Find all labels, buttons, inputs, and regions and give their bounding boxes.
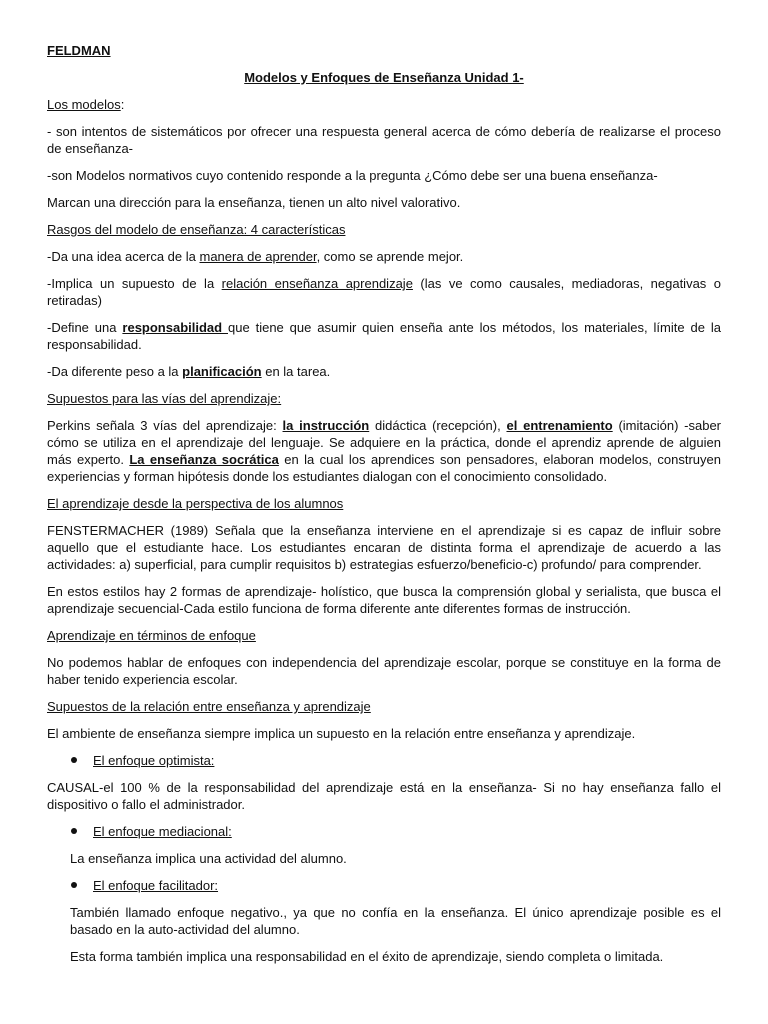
trait-3-rest: que tiene que asumir quien enseña ante los métodos, los materiales, límite de la responsabilidad.: [47, 320, 721, 352]
bullet-dot-icon: [71, 828, 77, 834]
perkins-text-g: en la cual los aprendices son pensadores, elaboran modelos, construyen experiencias y forman hipótesis donde los estudiantes dialogan con el conocimiento consolidado.: [47, 452, 721, 484]
trait-line-1: [47, 248, 721, 265]
trait-1-text: -Da una idea acerca de la: [47, 249, 200, 264]
section-heading-models: [47, 96, 721, 113]
responsibility-paragraph: Esta forma también implica una responsabilidad en el éxito de aprendizaje, siendo completa o limitada.: [70, 949, 664, 964]
fenstermacher-paragraph: FENSTERMACHER (1989) Señala que la enseñanza interviene en el aprendizaje si es capaz de influir sobre aquello que el estudiante hace. Los estudiantes encaran de distinta forma el aprendizaje de acuerdo a las actividades: a) superficial, para cumplir requisitos b) estrategias esfuerzo/beneficio-c) profundo/ para comprender.: [47, 523, 721, 572]
approach-paragraph: No podemos hablar de enfoques con independencia del aprendizaje escolar, porque se constituye en la forma de haber tenido experiencia escolar.: [47, 655, 721, 687]
trait-4-keyword: planificación: [182, 364, 262, 379]
models-paragraph-2: -son Modelos normativos cuyo contenido responde a la pregunta ¿Cómo debe ser una buena enseñanza-: [47, 168, 658, 183]
document-title: Modelos y Enfoques de Enseñanza Unidad 1-: [244, 70, 524, 85]
relation-paragraph: El ambiente de enseñanza siempre implica un supuesto en la relación entre enseñanza y aprendizaje.: [47, 726, 636, 741]
trait-1-rest: , como se aprende mejor.: [316, 249, 464, 264]
models-paragraph-1: - son intentos de sistemáticos por ofrecer una respuesta general acerca de cómo debería de realizarse el proceso de enseñanza-: [47, 124, 721, 156]
bullet-optimistic: [47, 752, 721, 769]
trait-2-keyword: relación enseñanza aprendizaje: [221, 276, 413, 291]
trait-line-3: [47, 319, 721, 353]
bullet-facilitator: [47, 877, 721, 894]
section-heading-learning-paths: Supuestos para las vías del aprendizaje:: [47, 391, 282, 406]
bullet-optimistic-label: El enfoque optimista:: [93, 753, 215, 768]
facilitator-paragraph: También llamado enfoque negativo., ya que no confía en la enseñanza. El único aprendizaje posible es el basado en la auto-actividad del alumno.: [70, 905, 721, 937]
bullet-facilitator-label: El enfoque facilitador:: [93, 878, 219, 893]
bullet-dot-icon: [71, 757, 77, 763]
perkins-keyword-socratic: La enseñanza socrática: [129, 452, 279, 467]
trait-4-rest: en la tarea.: [261, 364, 331, 379]
author-heading: FELDMAN: [47, 43, 111, 58]
perkins-paragraph: [47, 417, 721, 485]
section-heading-student-perspective: El aprendizaje desde la perspectiva de los alumnos: [47, 496, 344, 511]
section-heading-traits: Rasgos del modelo de enseñanza: 4 características: [47, 222, 346, 237]
mediational-paragraph: La enseñanza implica una actividad del alumno.: [70, 851, 347, 866]
trait-3-text: -Define una: [47, 320, 123, 335]
bullet-dot-icon: [71, 882, 77, 888]
trait-line-2: [47, 275, 721, 309]
models-heading-text: Los modelos: [47, 97, 121, 112]
bullet-mediational: [47, 823, 721, 840]
perkins-text-a: Perkins señala 3 vías del aprendizaje:: [47, 418, 283, 433]
bullet-mediational-label: El enfoque mediacional:: [93, 824, 232, 839]
perkins-text-c: didáctica (recepción),: [369, 418, 507, 433]
trait-line-4: [47, 363, 721, 380]
perkins-keyword-instruction: la instrucción: [282, 418, 370, 433]
styles-paragraph: En estos estilos hay 2 formas de aprendizaje- holístico, que busca la comprensión global y serialista, que busca el aprendizaje secuencial-Cada estilo funciona de forma diferente ante diferentes formas de instrucción.: [47, 584, 721, 616]
optimistic-paragraph: CAUSAL-el 100 % de la responsabilidad del aprendizaje está en la enseñanza- Si no hay enseñanza fallo el dispositivo o fallo el administrador.: [47, 780, 721, 812]
section-heading-approach: Aprendizaje en términos de enfoque: [47, 628, 256, 643]
perkins-keyword-training: el entrenamiento: [506, 418, 613, 433]
trait-4-text: -Da diferente peso a la: [47, 364, 183, 379]
trait-1-keyword: manera de aprender: [199, 249, 317, 264]
perkins-text-e: (imitación) -saber cómo se utiliza en el aprendizaje del lenguaje. Se adquiere en la práctica, donde el aprendiz aprende de alguien más experto.: [47, 418, 722, 467]
trait-2-text: -Implica un supuesto de la: [47, 276, 222, 291]
trait-3-keyword: responsabilidad: [122, 320, 228, 335]
trait-2-rest: (las ve como causales, mediadoras, negativas o retiradas): [47, 276, 722, 308]
models-paragraph-3: Marcan una dirección para la enseñanza, tienen un alto nivel valorativo.: [47, 195, 461, 210]
section-heading-relation: Supuestos de la relación entre enseñanza y aprendizaje: [47, 699, 371, 714]
models-heading-colon: :: [120, 97, 125, 112]
